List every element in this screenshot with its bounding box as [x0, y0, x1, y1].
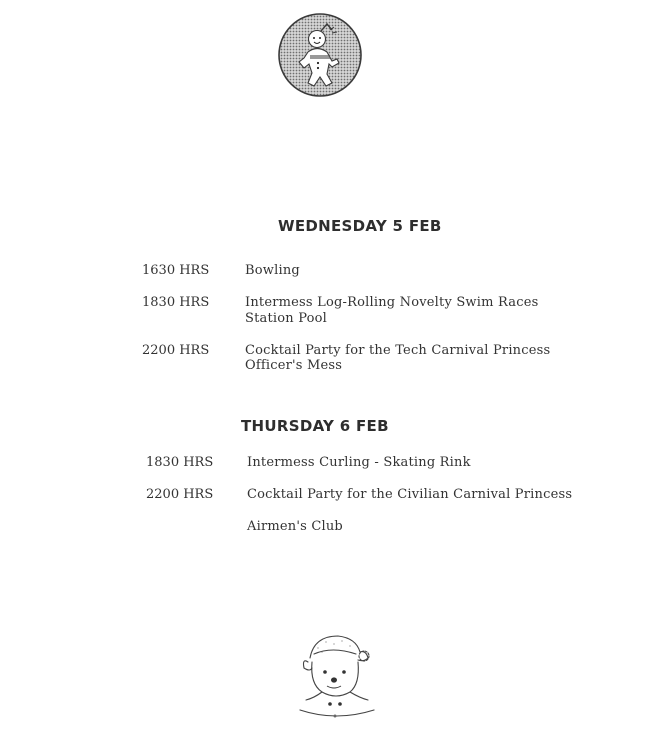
event-location: Station Pool	[245, 311, 328, 326]
day-heading: WEDNESDAY 5 FEB	[278, 217, 442, 235]
event-title: Cocktail Party for the Civilian Carnival Princess	[247, 487, 573, 502]
event-location: Airmen's Club	[247, 519, 343, 534]
event-title: Intermess Log-Rolling Novelty Swim Races	[245, 295, 539, 310]
day-heading: THURSDAY 6 FEB	[241, 417, 389, 435]
event-title: Cocktail Party for the Tech Carnival Princess	[245, 343, 551, 358]
event-time: 1830 HRS	[142, 295, 210, 310]
event-location: Officer's Mess	[245, 358, 343, 373]
event-title: Bowling	[245, 263, 300, 278]
event-time: 2200 HRS	[146, 487, 214, 502]
event-time: 2200 HRS	[142, 343, 210, 358]
snowman-head-icon	[292, 628, 380, 720]
event-title: Intermess Curling - Skating Rink	[247, 455, 471, 470]
event-time: 1630 HRS	[142, 263, 210, 278]
snowman-emblem-icon	[277, 12, 363, 98]
event-time: 1830 HRS	[146, 455, 214, 470]
